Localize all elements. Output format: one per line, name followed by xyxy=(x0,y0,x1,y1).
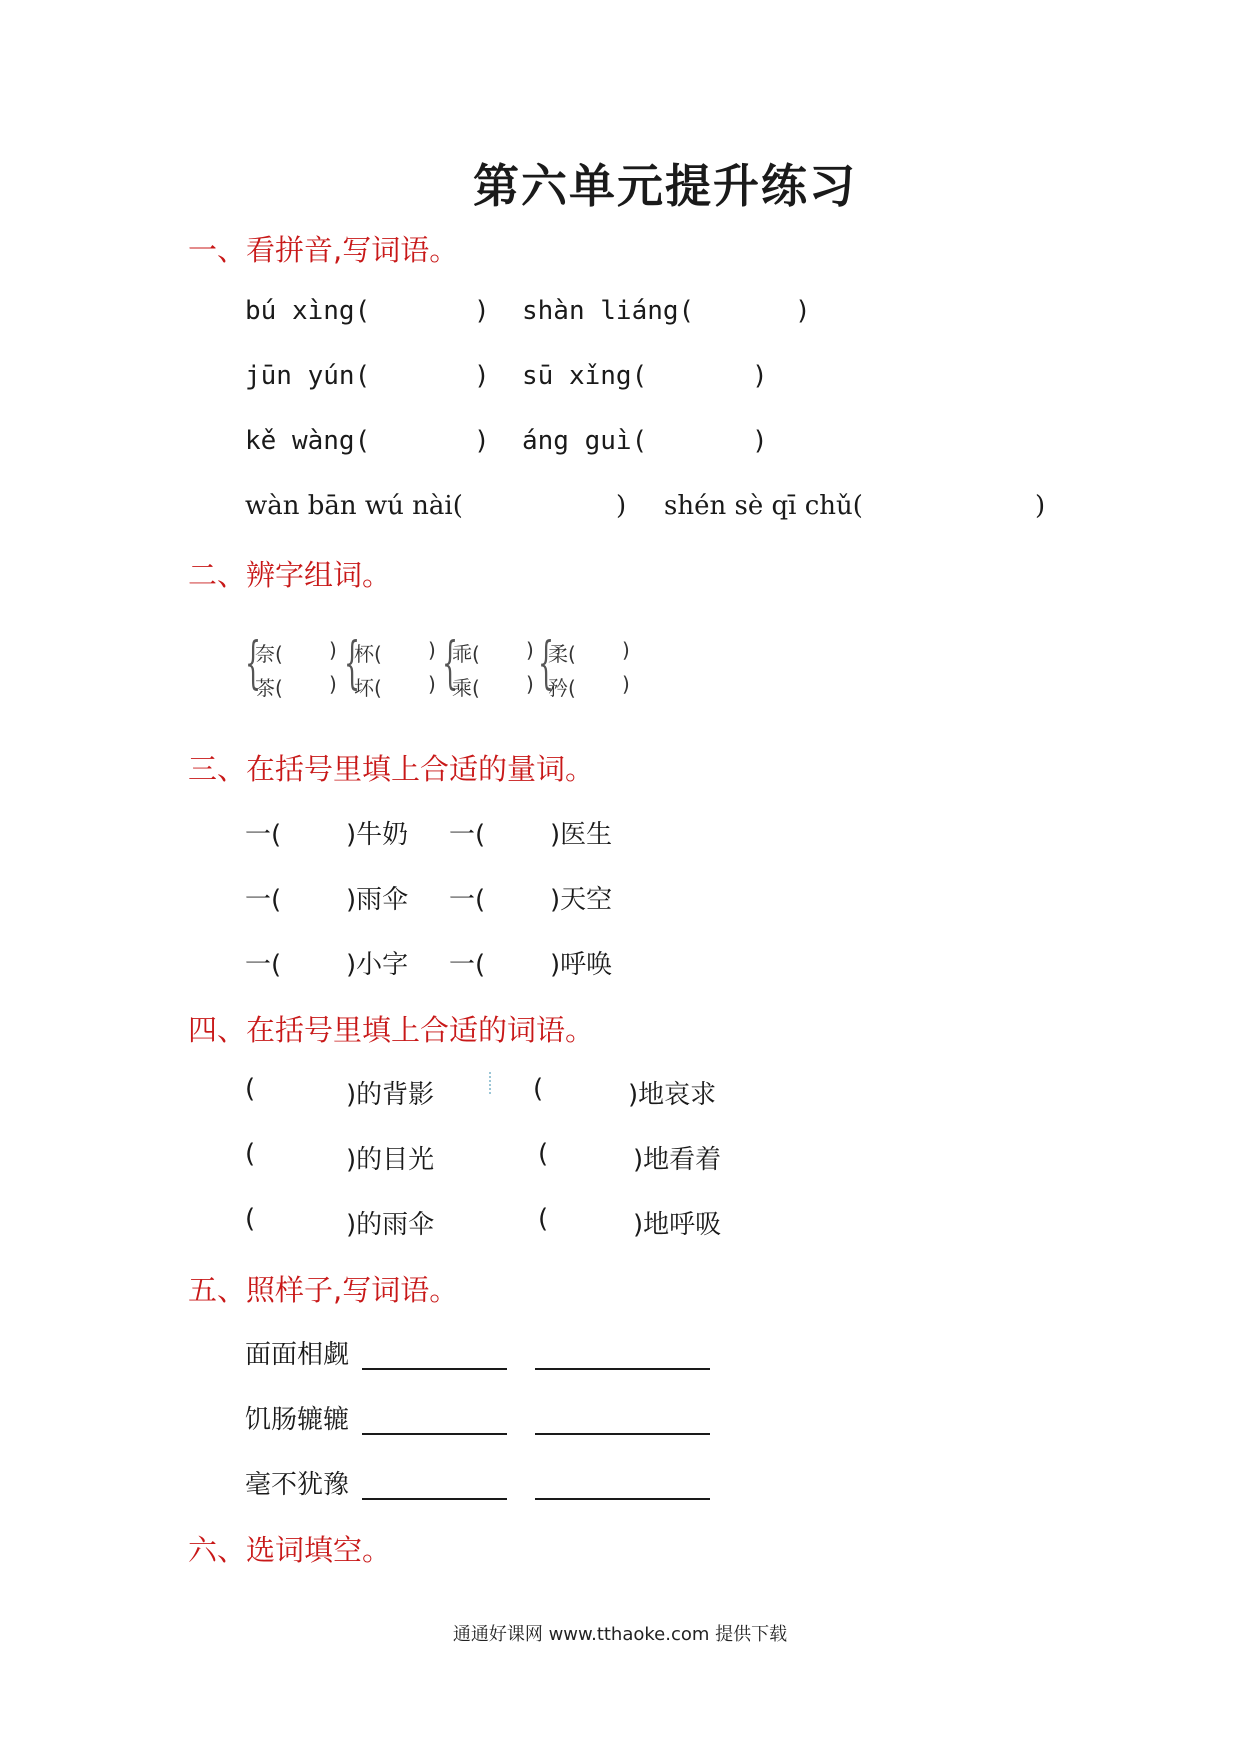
char-pair-4 xyxy=(538,631,638,706)
pair-top: 柔( xyxy=(548,642,576,666)
answer-blank[interactable] xyxy=(362,1368,507,1370)
pair-bottom: 坏( xyxy=(354,676,382,700)
footer-credit: 通通好课网 www.tthaoke.com 提供下载 xyxy=(452,1624,788,1645)
suffix: )地呼吸 xyxy=(633,1210,722,1240)
open-paren: ( xyxy=(245,1204,256,1234)
prompt: 一( xyxy=(245,885,282,915)
suffix: )小字 xyxy=(346,950,409,980)
section-3-heading: 三、在括号里填上合适的量词。 xyxy=(188,752,595,786)
suffix: )的雨伞 xyxy=(346,1210,435,1240)
answer-blank[interactable] xyxy=(535,1433,710,1435)
answer-blank[interactable] xyxy=(362,1498,507,1500)
pinyin-row-2 xyxy=(0,361,1240,397)
brace-icon: { xyxy=(442,631,459,696)
answer-blank[interactable] xyxy=(535,1498,710,1500)
measure-row-3 xyxy=(0,944,1240,980)
open-paren: ( xyxy=(245,1074,256,1104)
close-paren: ) xyxy=(752,426,768,456)
example-row-2 xyxy=(0,1399,1240,1439)
open-paren: ( xyxy=(538,1139,549,1169)
pinyin-row-4 xyxy=(0,491,1240,527)
example-row-1 xyxy=(0,1334,1240,1374)
pinyin-prompt: sū xǐng( xyxy=(522,361,648,391)
brace-icon: { xyxy=(344,631,361,696)
pinyin-prompt: shén sè qī chǔ( xyxy=(664,491,863,521)
prompt: 一( xyxy=(449,820,486,850)
suffix: )医生 xyxy=(550,820,613,850)
example-row-3 xyxy=(0,1464,1240,1504)
close-paren: ) xyxy=(329,638,337,662)
page-title: 第六单元提升练习 xyxy=(473,159,857,213)
pair-top: 乖( xyxy=(452,642,480,666)
pair-bottom: 茶( xyxy=(255,676,283,700)
pair-bottom: 乘( xyxy=(452,676,480,700)
answer-blank[interactable] xyxy=(362,1433,507,1435)
word-row-1 xyxy=(0,1074,1240,1110)
pair-bottom: 矜( xyxy=(548,676,576,700)
suffix: )天空 xyxy=(550,885,613,915)
measure-row-2 xyxy=(0,879,1240,915)
example-word: 饥肠辘辘 xyxy=(245,1405,350,1435)
close-paren: ) xyxy=(526,672,534,696)
pinyin-prompt: jūn yún( xyxy=(245,361,371,391)
char-pair-1 xyxy=(245,631,345,706)
suffix: )呼唤 xyxy=(550,950,613,980)
pinyin-row-1 xyxy=(0,296,1240,332)
example-word: 面面相觑 xyxy=(245,1340,350,1370)
suffix: )地哀求 xyxy=(628,1080,717,1110)
suffix: )牛奶 xyxy=(346,820,409,850)
close-paren: ) xyxy=(622,638,630,662)
pinyin-prompt: bú xìng( xyxy=(245,296,371,326)
open-paren: ( xyxy=(245,1139,256,1169)
prompt: 一( xyxy=(449,950,486,980)
pinyin-prompt: wàn bān wú nài( xyxy=(245,491,463,521)
close-paren: ) xyxy=(474,361,490,391)
close-paren: ) xyxy=(329,672,337,696)
brace-icon: { xyxy=(245,631,262,696)
close-paren: ) xyxy=(474,296,490,326)
close-paren: ) xyxy=(795,296,811,326)
pinyin-prompt: áng guì( xyxy=(522,426,648,456)
pair-top: 奈( xyxy=(255,642,283,666)
word-row-3 xyxy=(0,1204,1240,1240)
pinyin-row-3 xyxy=(0,426,1240,462)
close-paren: ) xyxy=(428,672,436,696)
close-paren: ) xyxy=(1035,491,1046,521)
suffix: )雨伞 xyxy=(346,885,409,915)
pair-top: 杯( xyxy=(354,642,382,666)
example-word: 毫不犹豫 xyxy=(245,1470,350,1500)
suffix: )的目光 xyxy=(346,1145,435,1175)
char-pair-2 xyxy=(344,631,444,706)
prompt: 一( xyxy=(245,820,282,850)
dotted-mark xyxy=(489,1072,491,1094)
answer-blank[interactable] xyxy=(535,1368,710,1370)
close-paren: ) xyxy=(622,672,630,696)
close-paren: ) xyxy=(752,361,768,391)
brace-icon: { xyxy=(538,631,555,696)
open-paren: ( xyxy=(533,1074,544,1104)
close-paren: ) xyxy=(474,426,490,456)
prompt: 一( xyxy=(449,885,486,915)
measure-row-1 xyxy=(0,814,1240,850)
open-paren: ( xyxy=(538,1204,549,1234)
word-row-2 xyxy=(0,1139,1240,1175)
close-paren: ) xyxy=(526,638,534,662)
section-1-heading: 一、看拼音,写词语。 xyxy=(188,233,459,267)
close-paren: ) xyxy=(616,491,627,521)
suffix: )的背影 xyxy=(346,1080,435,1110)
suffix: )地看着 xyxy=(633,1145,722,1175)
pinyin-prompt: shàn liáng( xyxy=(522,296,695,326)
close-paren: ) xyxy=(428,638,436,662)
section-6-heading: 六、选词填空。 xyxy=(188,1533,392,1567)
char-pair-3 xyxy=(442,631,542,706)
section-5-heading: 五、照样子,写词语。 xyxy=(188,1273,459,1307)
prompt: 一( xyxy=(245,950,282,980)
section-4-heading: 四、在括号里填上合适的词语。 xyxy=(188,1013,595,1047)
pinyin-prompt: kě wàng( xyxy=(245,426,371,456)
section-2-heading: 二、辨字组词。 xyxy=(188,558,392,592)
